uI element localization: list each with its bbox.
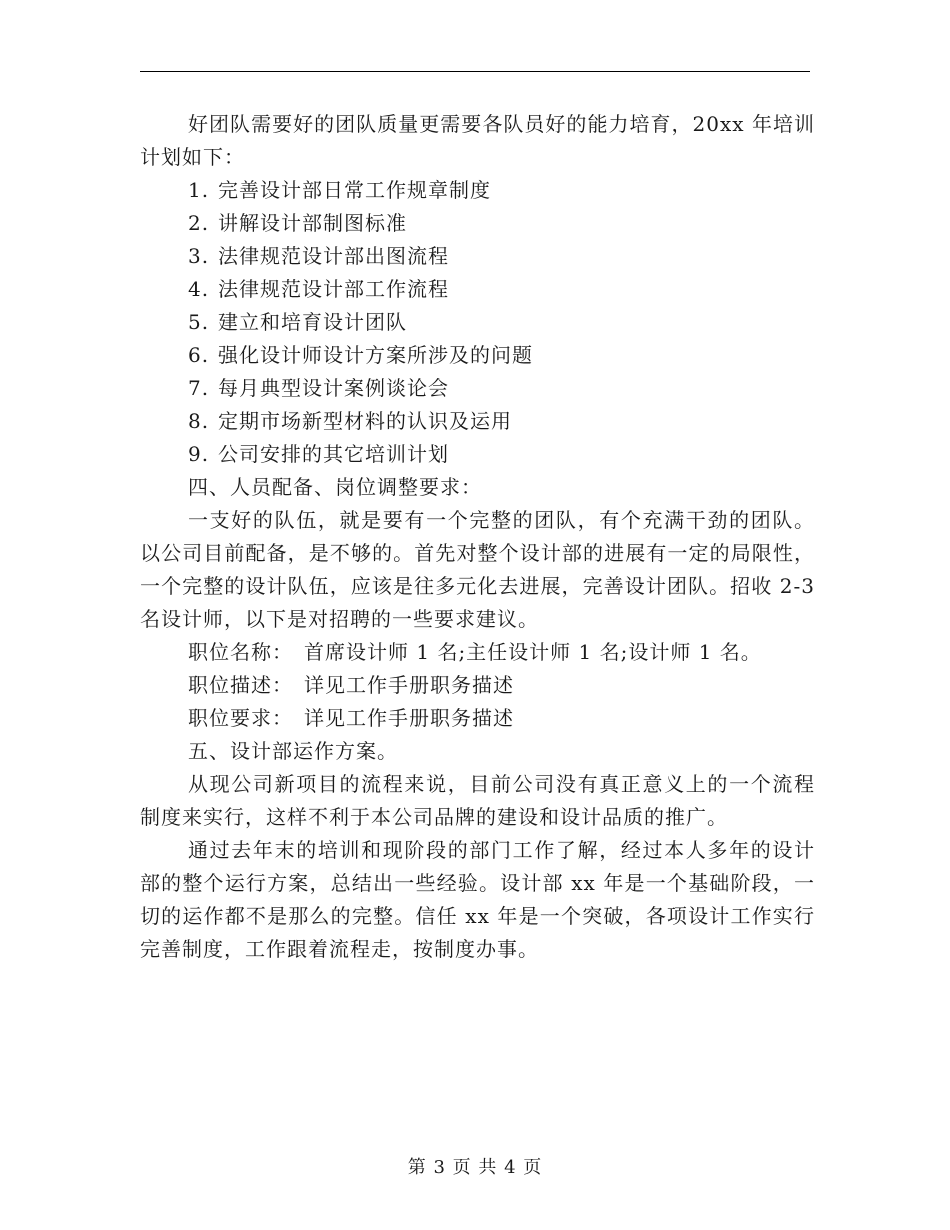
document-body [140, 108, 815, 966]
list-item [140, 273, 815, 306]
list-text: 法律规范设计部出图流程 [218, 244, 449, 268]
section-heading: 五、设计部运作方案。 [188, 739, 398, 763]
list-text: 讲解设计部制图标准 [218, 211, 407, 235]
list-text: 公司安排的其它培训计划 [218, 442, 449, 466]
training-plan-list [140, 174, 815, 471]
list-item [140, 174, 815, 207]
section-paragraph: 通过去年末的培训和现阶段的部门工作了解，经过本人多年的设计部的整个运行方案，总结出一些经验。设计部 xx 年是一个基础阶段，一切的运作都不是那么的完整。信任 xx 年是一个突破，各项设计工作实行完善制度，工作跟着流程走，按制度办事。 [140, 838, 815, 961]
section-heading: 四、人员配备、岗位调整要求： [188, 475, 482, 499]
list-number: 9. [188, 442, 210, 466]
job-description-line: 职位描述： 详见工作手册职务描述 [188, 673, 514, 697]
page-number-footer: 第 3 页 共 4 页 [407, 1157, 543, 1178]
job-title-line: 职位名称： 首席设计师 1 名;主任设计师 1 名;设计师 1 名。 [188, 640, 762, 664]
list-item [140, 339, 815, 372]
list-number: 2. [188, 211, 210, 235]
list-item [140, 306, 815, 339]
section-paragraph: 一支好的队伍，就是要有一个完整的团队，有个充满干劲的团队。以公司目前配备，是不够的。首先对整个设计部的进展有一定的局限性，一个完整的设计队伍，应该是往多元化去进展，完善设计团队。招收 2-3 名设计师，以下是对招聘的一些要求建议。 [140, 508, 815, 631]
list-text: 完善设计部日常工作规章制度 [218, 178, 491, 202]
list-text: 每月典型设计案例谈论会 [218, 376, 449, 400]
list-item [140, 372, 815, 405]
list-text: 建立和培育设计团队 [218, 310, 407, 334]
list-number: 6. [188, 343, 210, 367]
list-text: 法律规范设计部工作流程 [218, 277, 449, 301]
list-number: 1. [188, 178, 210, 202]
list-number: 4. [188, 277, 210, 301]
list-number: 7. [188, 376, 210, 400]
list-item [140, 438, 815, 471]
intro-paragraph: 好团队需要好的团队质量更需要各队员好的能力培育，20xx 年培训计划如下： [140, 112, 815, 169]
list-number: 5. [188, 310, 210, 334]
list-item [140, 405, 815, 438]
list-number: 3. [188, 244, 210, 268]
header-rule [140, 71, 810, 72]
list-text: 定期市场新型材料的认识及运用 [218, 409, 512, 433]
list-item [140, 240, 815, 273]
job-requirement-line: 职位要求： 详见工作手册职务描述 [188, 706, 514, 730]
list-item [140, 207, 815, 240]
list-number: 8. [188, 409, 210, 433]
section-paragraph: 从现公司新项目的流程来说，目前公司没有真正意义上的一个流程制度来实行，这样不利于本公司品牌的建设和设计品质的推广。 [140, 772, 815, 829]
list-text: 强化设计师设计方案所涉及的问题 [218, 343, 533, 367]
